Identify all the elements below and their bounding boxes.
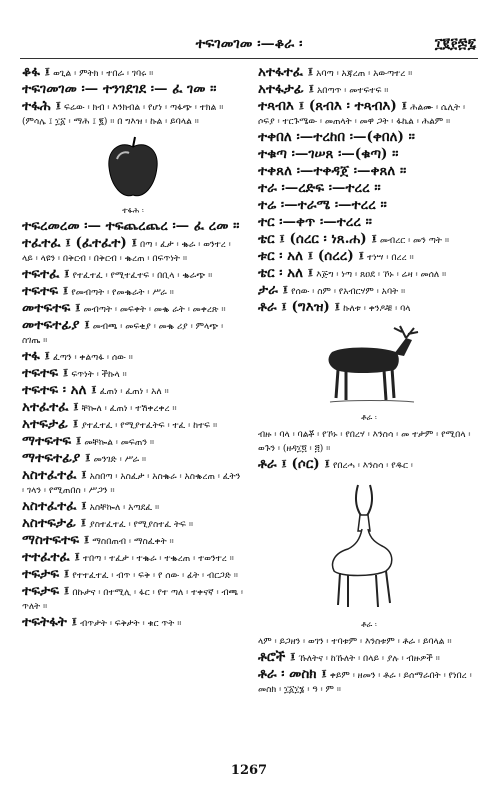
entry: ተፍታፍ ፤ የተተፈተፈ ፡ ብጥ ፡ ፍቅ ፡ የ ሰው ፡ ፊት ፡ ብርጋድ ። bbox=[22, 566, 239, 582]
apple-caption: ተፋሕ ፡ bbox=[122, 206, 144, 215]
ethiopic-page-number: ፲፪፻፷፯ bbox=[434, 36, 476, 52]
right-column bbox=[258, 66, 480, 699]
entry: አስተፈተፈ ፤ አስበጣ ፡ አስፈታ ፡ አስቈራ ፡ አስቈረጠ ፡ ፈትን ፡ ገላን ፡ የሚጠበስ ፡ ሥጋን ። bbox=[22, 467, 241, 496]
entry: ተጻብእ ፤ (ጸብእ ፡ ተጻብእ) ፤ ሕልሙ ፡ ሴሊት ፡ ሶፍያ ፡ ተርጉሜው ፡ መጠላት ፡ መዋ ጋት ፡ ፋኬል ፡ ሕልም ። bbox=[258, 98, 466, 127]
entry: ቶራ ፤ (ሶር) ፤ የበረሓ ፡ እንስሳ ፡ የዱር ፡ bbox=[258, 456, 413, 472]
entry: ተፋ ፤ ፈጣን ፡ ቀልጣፋ ፡ ሰው ። bbox=[22, 348, 133, 364]
entry: ተፍታፍ ፤ በኩታና ፡ በተሚሊ ፡ ፋር ፡ የተ ጣለ ፡ ተቀናኛ ፡ ብጫ ፡ ጥለት ። bbox=[22, 583, 243, 612]
entry: ተፍረመረመ ፡— ተፍጨረጨረ ፡— ፈ ረመ ። bbox=[22, 218, 240, 234]
left-column bbox=[22, 66, 244, 633]
deer-figure bbox=[258, 322, 480, 423]
entry: ተፍገመገመ ፡— ተንገደገደ ፡— ፈ ገመ ። bbox=[22, 81, 217, 97]
deer-illustration bbox=[314, 322, 424, 408]
running-title: ተፍገመገመ ፡—ቆራ ፡ bbox=[195, 36, 303, 52]
entry: አስተፍታፊ ፤ ያስተፈተፈ ፡ የሚያስተፈ ትፍ ። bbox=[22, 515, 194, 531]
deer-caption: ቶራ ፡ bbox=[361, 413, 377, 422]
entry: ላም ፡ ይጋዘን ፡ ወገን ፡ ተባቱም ፡ እንስቱም ፡ ቶራ ፡ ይባላል ። bbox=[258, 637, 452, 647]
entry: ታራ ፤ የሰው ፡ ስም ፡ የአብርሃም ፡ አባት ። bbox=[258, 282, 406, 298]
entry: መተፍተፍ ፤ መብጣት ፡ መፍቀት ፡ መቈ ራት ፡ መቀረጽ ። bbox=[22, 300, 226, 316]
header-rule bbox=[20, 58, 478, 59]
antelope-figure bbox=[258, 479, 480, 630]
entry: ተፈተፈ ፤ (ፈተፈተ) ፤ በጣ ፡ ፈታ ፡ ቈራ ፡ ወንተረ ፡ ላይ ፡ ላዩን ፡ በቅርብ ፡ በቅርብ ፡ ቈረጠ ፡ በፍጥነት ። bbox=[22, 235, 231, 264]
entry: ማተፍተፍ ፤ መቸኰል ፡ መፍጠን ። bbox=[22, 433, 155, 449]
entry: ተቁጣ ፡—ገሠጸ ፡—(ቁጣ) ። bbox=[258, 146, 399, 162]
entry: ተተፈተፈ ፤ ተበጣ ፡ ተፈታ ፡ ተቈራ ፡ ተቈረጠ ፡ ተወንተረ ። bbox=[22, 549, 234, 565]
entry: ተር ፡—ቀጥ ፡—ተረረ ። bbox=[258, 214, 372, 230]
entry: ተሬ ፡—ተራሜ ፡—ተረረ ። bbox=[258, 197, 387, 213]
entry: ተፍተፈ ፤ የተፈተፈ ፡ የሚተፈተፍ ፡ በቢላ ፡ ቈራጭ ። bbox=[22, 266, 213, 282]
entry: ተቀበለ ፡—ተረከበ ፡—(ቀበለ) ። bbox=[258, 129, 415, 145]
entry: ቆፋ ፤ ወጊል ፡ ምትክ ፡ ተበራ ፡ ገባሩ ። bbox=[22, 64, 154, 80]
entry: ተፍትፋት ፤ ብጥታት ፡ ፍቅታት ፡ ቁር ጥት ። bbox=[22, 614, 182, 630]
antelope-caption: ቶራ ፡ bbox=[361, 620, 377, 629]
entry: ቱር ፡ አለ ፤ (ሰረረ) ፤ ተነሣ ፡ በረረ ። bbox=[258, 248, 414, 264]
entry: አተፈተፈ ፤ ቸኰለ ፡ ፈጠነ ፡ ተሽቀረቀረ ። bbox=[22, 399, 177, 415]
entry: ቶራ ፤ (ግእዝ) ፤ ኩለቱ ፡ ቀንዶቹ ፡ ባላ bbox=[258, 299, 411, 315]
entry: አተፋተፈ ፤ አባጣ ፡ አጃረጠ ፡ አውጣተረ ። bbox=[258, 64, 413, 80]
entry: ቴር ፡ አለ ፤ እጅግ ፡ ነጣ ፡ ጸዐደ ፡ ኾኑ ፡ ሬዛ ፡ መሰለ ። bbox=[258, 265, 447, 281]
running-header bbox=[14, 34, 484, 54]
entry: ብዙ ፡ ባላ ፡ ባልቾ ፡ የኾኑ ፡ የበረሃ ፡ እንስሳ ፡ መ ተታም ፡ የሚበላ ፡ ወጉን ፡ (ዘዳ፲፬ ፡ ፭) ። bbox=[258, 430, 471, 454]
entry: ተራ ፡—ረድፍ ፡—ተረረ ። bbox=[258, 180, 381, 196]
entry: ማስተፍተፍ ፤ ማስበጠብ ፡ ማስፈቀት ። bbox=[22, 532, 174, 548]
entry: ማተፍተፊያ ፤ መንገድ ፡ ሥራ ። bbox=[22, 450, 147, 466]
page-number: 1267 bbox=[230, 763, 268, 778]
antelope-illustration bbox=[314, 479, 424, 615]
entry: ቶራ ፡ መስክ ፤ ቀይም ፡ ዘመን ፡ ቶራ ፡ ይሰማራበት ፡ የነበረ ፡ መስክ ፡ ፲፩፲፮ ፡ ዓ ፡ ም ። bbox=[258, 666, 472, 695]
entry: አተፍታፊ ፤ ያተፈተፈ ፡ የሚያተፈትፍ ፡ ተፈ ፡ ከተፍ ። bbox=[22, 416, 218, 432]
apple-illustration bbox=[103, 135, 163, 201]
entry: ተፍተፍ ፤ ፍጥነት ፡ ችኩላ ። bbox=[22, 365, 127, 381]
entry: ቶሮች ፤ ኹለትና ፡ ከኹለት ፡ በላይ ፡ ያሉ ፡ ብዙዎች ። bbox=[258, 649, 440, 665]
entry: ተፍተፍ ፤ የመብጣት ፡ የመቈራት ፡ ሥራ ። bbox=[22, 283, 174, 299]
apple-figure bbox=[22, 135, 244, 216]
entry: ተፋሕ ፤ ፍሬው ፡ ክብ ፡ እንክብል ፡ የሆነ ፡ ጣፋጭ ፡ ተክል ። (ምሳሌ ፤ ፲፩ ፡ ማሕ ፤ ፪) ። በ ግእዝ ፡ ኩል ፡ ይባላል ። bbox=[22, 98, 224, 127]
entry: ቴር ፤ (ሰረር ፡ ነጸ.ሐ) ፤ መብረር ፡ መን ጣት ። bbox=[258, 231, 450, 247]
entry: ተቀጸለ ፡—ተቀዳጀ ፡—ቀጸለ ። bbox=[258, 163, 407, 179]
entry: አተፋታፊ ፤ አበጣጥ ፡ መተፍተፍ ። bbox=[258, 81, 389, 97]
entry: ተፍተፍ ፡ አለ ፤ ፈጠነ ፡ ፈጠነ ፡ አለ ። bbox=[22, 382, 169, 398]
entry: መተፍተፊያ ፤ መብጫ ፡ መፍቂያ ፡ መቈ ሪያ ፡ ምላጭ ፡ ስገጤ ። bbox=[22, 317, 224, 346]
entry: አስተፈተፈ ፤ አስቸኰለ ፡ አጣደፈ ። bbox=[22, 498, 160, 514]
